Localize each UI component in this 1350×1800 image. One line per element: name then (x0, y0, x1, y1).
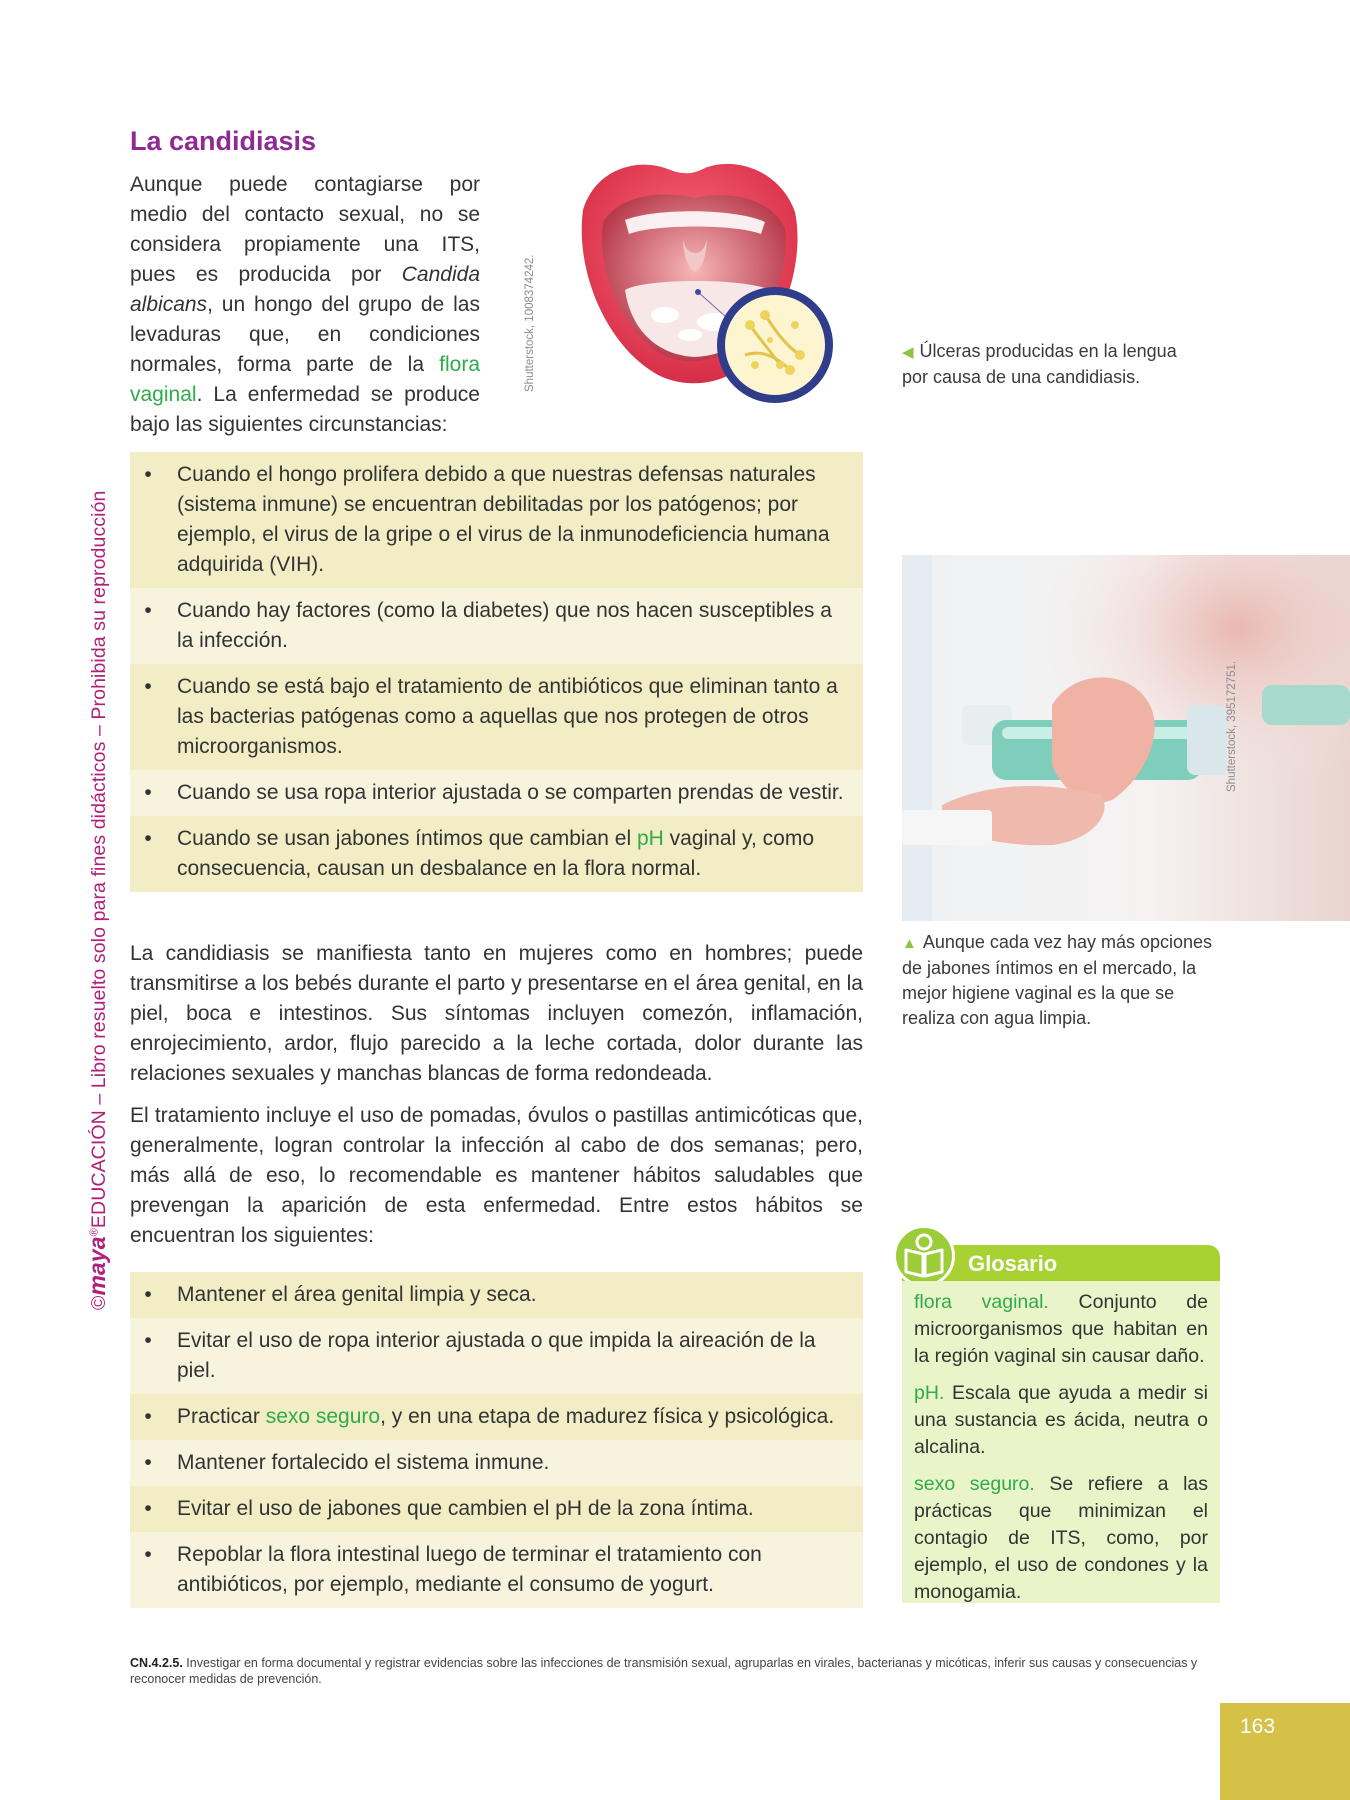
list-item: • Practicar sexo seguro, y en una etapa de madurez física y psicológica. (130, 1394, 863, 1440)
mouth-illustration (565, 150, 845, 410)
symptoms-paragraph: La candidiasis se manifiesta tanto en mujeres como en hombres; puede transmitirse a los bebés durante el parto y presentarse en el área genital, en la piel, boca e intestinos. Sus síntomas incluyen comezón, inflamación, enrojecimiento, ardor, flujo parecido a la leche cortada, dolor durante las relaciones sexuales y manchas blancas de forma redondeada. (130, 942, 863, 1085)
triangle-up-icon: ▲ (902, 935, 917, 952)
figure2-caption-text: Aunque cada vez hay más opciones de jabones íntimos en el mercado, la mejor higiene vaginal es la que se realiza con agua limpia. (902, 932, 1213, 1028)
glossary-term: pH. (914, 1382, 945, 1404)
glossary-term: flora vaginal. (914, 1291, 1049, 1313)
curriculum-footnote (130, 1655, 1220, 1687)
glossary-term-sexo-seguro[interactable]: sexo seguro (265, 1405, 381, 1428)
circumstances-list (130, 452, 863, 892)
book-icon (893, 1225, 955, 1287)
list-item: • Mantener fortalecido el sistema inmune. (130, 1440, 863, 1486)
figure2-caption (902, 930, 1232, 1031)
list-item: • Cuando se usa ropa interior ajustada o se comparten prendas de vestir. (130, 770, 863, 816)
bullet-icon: • (144, 1329, 152, 1352)
page-number-tab (1220, 1703, 1350, 1800)
figure1-caption (902, 339, 1202, 390)
list-item: • Cuando el hongo prolifera debido a que nuestras defensas naturales (sistema inmune) se encuentran debilitadas por los patógenos; por ejemplo, el virus de la gripe o el virus de la inmunodeficiencia humana adquirida (VIH). (130, 452, 863, 588)
list-item: • Repoblar la flora intestinal luego de terminar el tratamiento con antibióticos, por ejemplo, mediante el consumo de yogurt. (130, 1532, 863, 1608)
footnote-text: Investigar en forma documental y registrar evidencias sobre las infecciones de transmisión sexual, agruparlas en virales, bacterianas y micóticas, inferir sus causas y consecuencias y reconocer medidas de prevención. (130, 1656, 1198, 1686)
glossary-title: Glosario (968, 1251, 1058, 1276)
glossary-entry: pH. Escala que ayuda a medir si una sustancia es ácida, neutra o alcalina. (914, 1382, 1209, 1458)
figure1-credit: Shutterstock, 1008374242. (524, 254, 536, 392)
bullet-icon: • (144, 1543, 152, 1566)
bullet-icon: • (144, 1283, 152, 1306)
registered-mark: ® (88, 1228, 101, 1237)
bullet-icon: • (144, 1451, 152, 1474)
triangle-left-icon: ◀ (902, 344, 914, 361)
bullet-icon: • (144, 1497, 152, 1520)
glossary-term-ph[interactable]: pH (636, 827, 664, 850)
intro-text-2: , un hongo del grupo de las levaduras que, en condiciones normales, forma parte de la (130, 293, 480, 376)
habits-list (130, 1272, 863, 1608)
intro-text-3: . La enfermedad se produce bajo las siguientes circunstancias: (130, 383, 480, 436)
brand-logo-text: maya (84, 1236, 110, 1296)
species-name: Candida albicans (130, 263, 480, 316)
curriculum-code: CN.4.2.5. (130, 1656, 183, 1670)
bullet-icon: • (144, 827, 152, 850)
list-item: • Evitar el uso de jabones que cambien el pH de la zona íntima. (130, 1486, 863, 1532)
list-item: • Cuando hay factores (como la diabetes) que nos hacen susceptibles a la infección. (130, 588, 863, 664)
bullet-icon: • (144, 675, 152, 698)
bullet-icon: • (144, 781, 152, 804)
intro-text-1: Aunque puede contagiarse por medio del contacto sexual, no se considera propiamente una ITS, pues es producida por (130, 173, 480, 286)
page-number: 163 (1240, 1715, 1276, 1738)
bullet-icon: • (144, 1405, 152, 1428)
glossary-term: sexo seguro. (914, 1473, 1035, 1495)
bullet-icon: • (144, 463, 152, 486)
glossary-body (902, 1281, 1220, 1603)
copyright-side-note (84, 480, 111, 1310)
section-title: La candidiasis (130, 126, 317, 156)
glossary-entry: flora vaginal. Conjunto de microorganismos que habitan en la región vaginal sin causar daño. (914, 1291, 1208, 1367)
glossary-term-flora-vaginal[interactable]: flora vaginal (130, 353, 480, 406)
glossary-box (902, 1245, 1220, 1603)
list-item: • Evitar el uso de ropa interior ajustada o que impida la aireación de la piel. (130, 1318, 863, 1394)
intro-paragraph (130, 170, 480, 440)
figure2-credit: Shutterstock, 395172751. (1226, 660, 1238, 792)
list-item: • Mantener el área genital limpia y seca. (130, 1272, 863, 1318)
soap-bottle-photo (902, 555, 1350, 921)
glossary-entry: sexo seguro. Se refiere a las prácticas que minimizan el contagio de ITS, como, por ejemplo, el uso de condones y la monogamia. (914, 1473, 1208, 1603)
list-item: • Cuando se usan jabones íntimos que cambian el pH vaginal y, como consecuencia, causan un desbalance en la flora normal. (130, 816, 863, 892)
bullet-icon: • (144, 599, 152, 622)
figure1-caption-text: Úlceras producidas en la lengua por causa de una candidiasis. (902, 341, 1177, 387)
copyright-symbol: © (88, 1295, 110, 1310)
treatment-paragraph: El tratamiento incluye el uso de pomadas, óvulos o pastillas antimicóticas que, generalmente, logran controlar la infección al cabo de dos semanas; pero, más allá de eso, lo recomendable es mantener hábitos saludables que prevengan la aparición de esta enfermedad. Entre estos hábitos se encuentran los siguientes: (130, 1104, 863, 1247)
side-note-text: EDUCACIÓN – Libro resuelto solo para fines didácticos – Prohibida su reproducción (88, 490, 110, 1229)
list-item: • Cuando se está bajo el tratamiento de antibióticos que eliminan tanto a las bacterias patógenas como a aquellas que nos protegen de otros microorganismos. (130, 664, 863, 770)
